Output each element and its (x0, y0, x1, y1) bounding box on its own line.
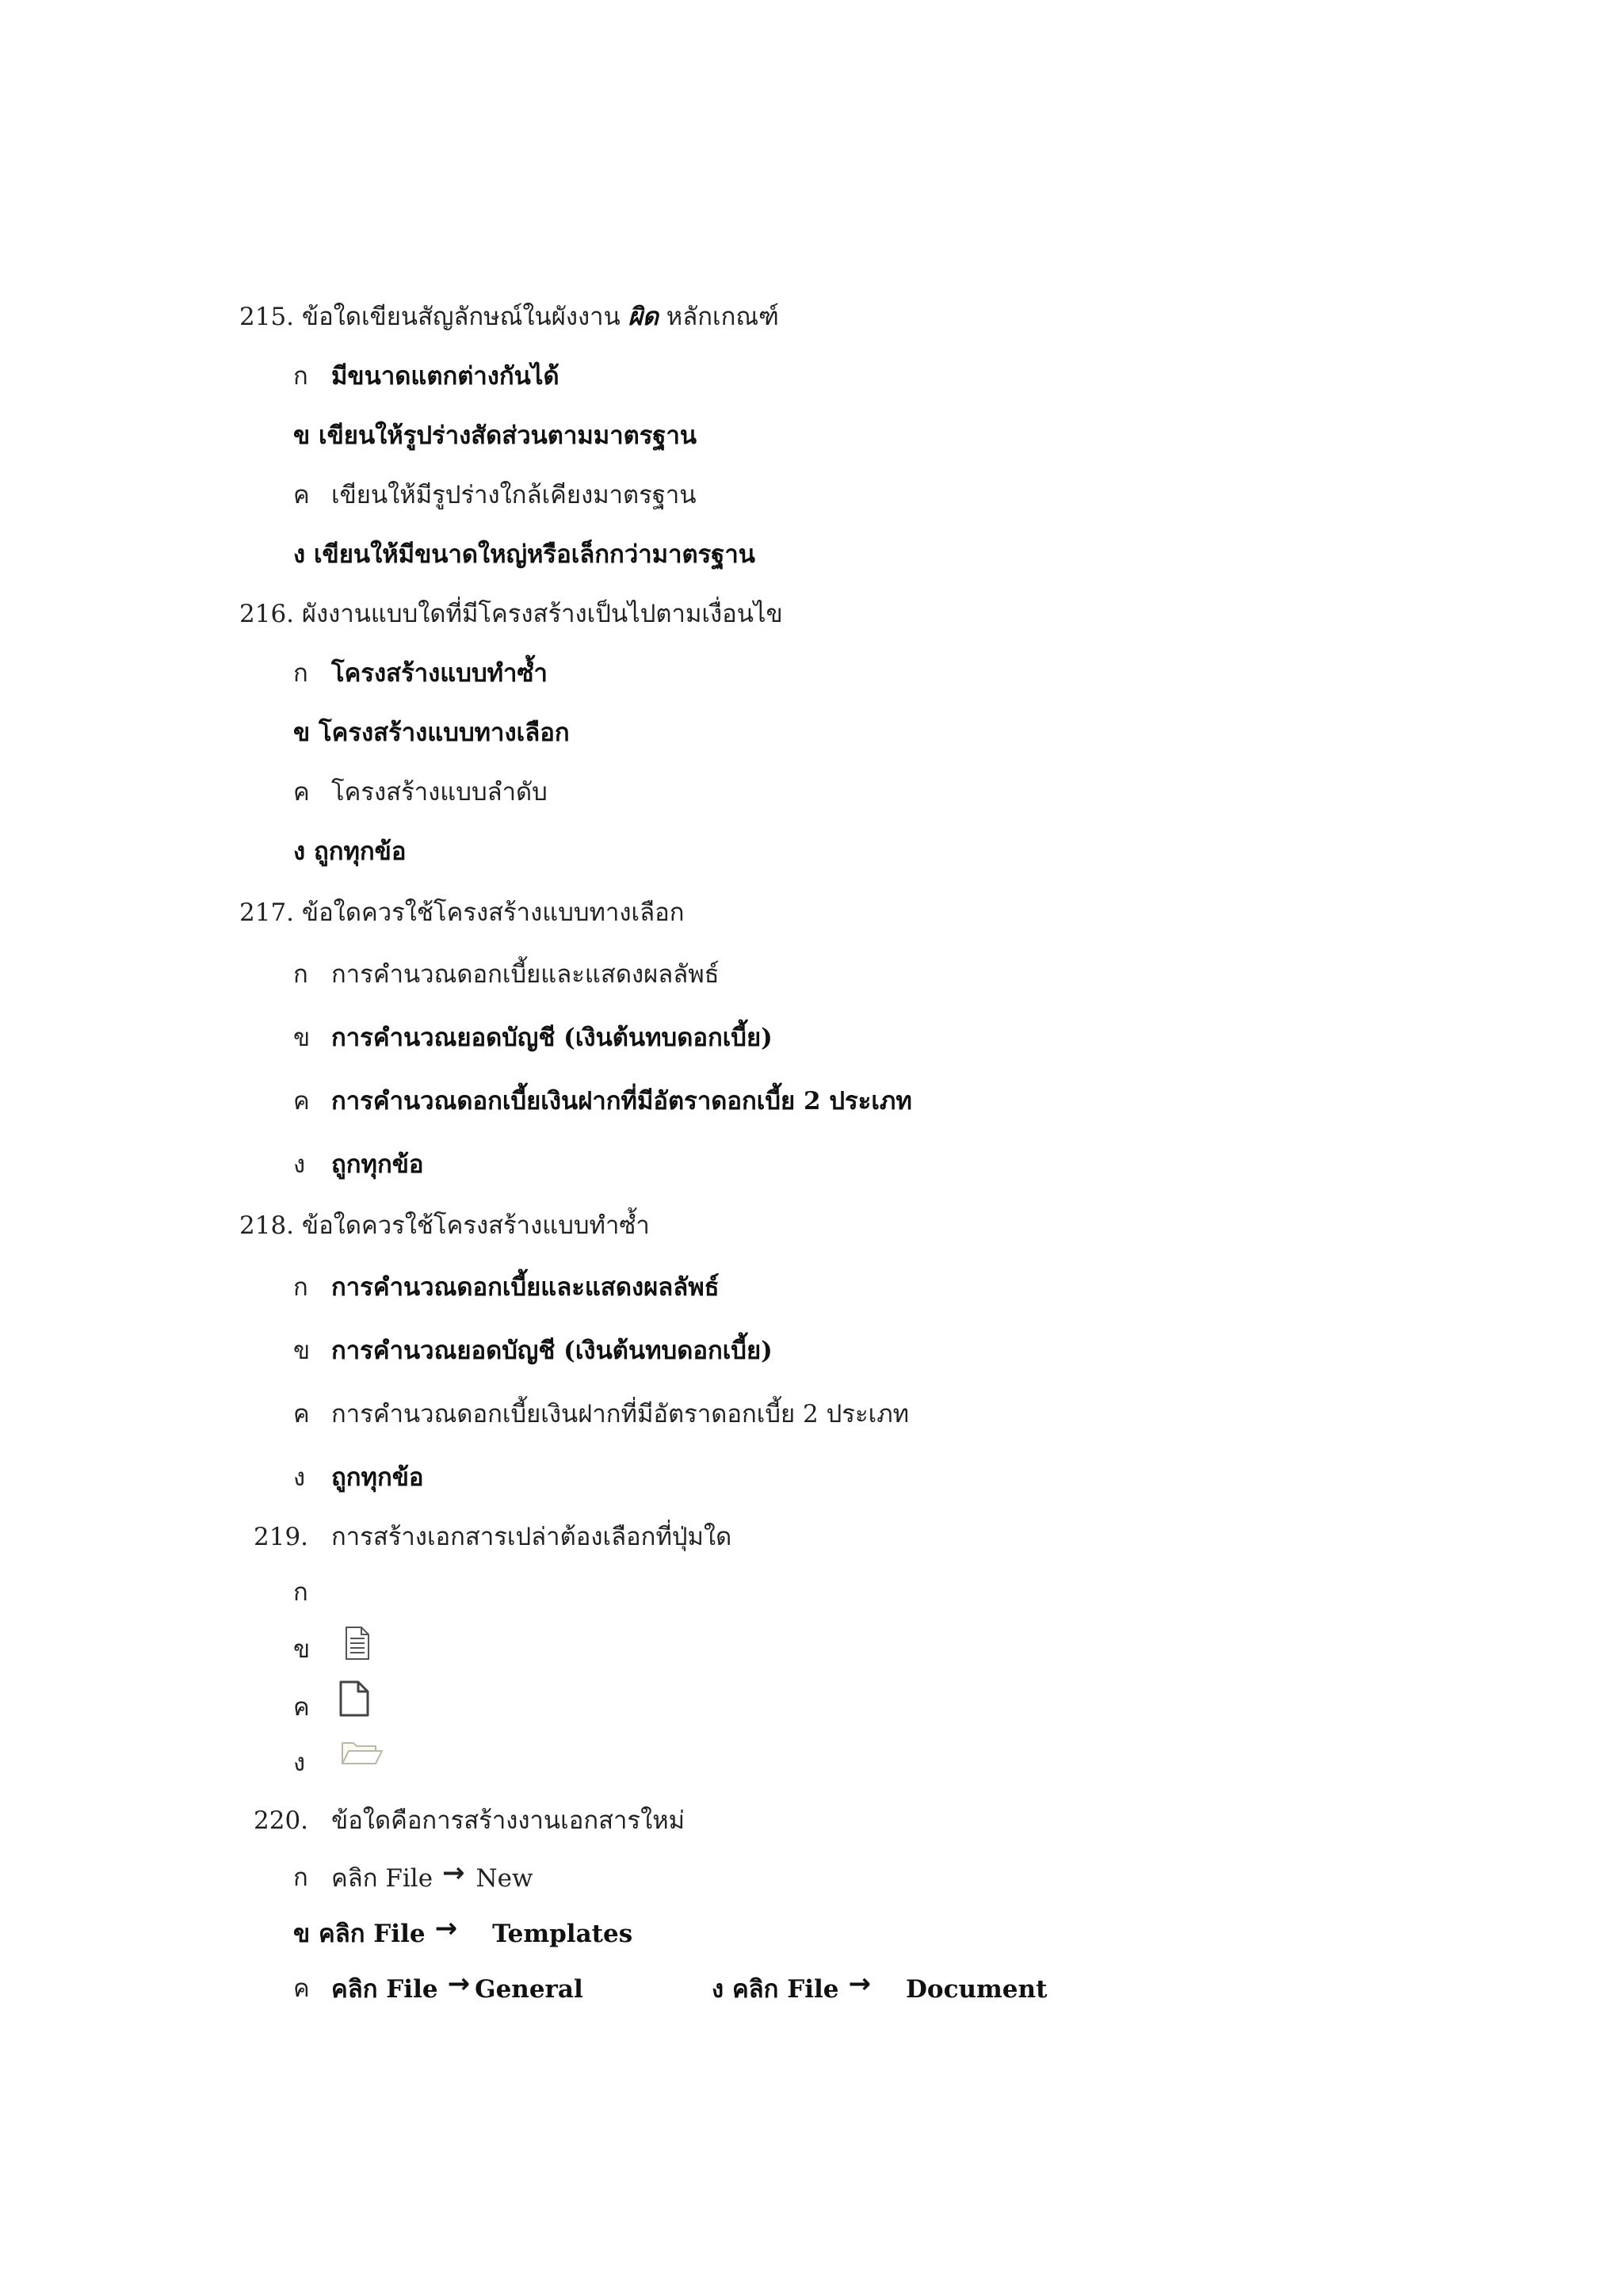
menu-target: Document (906, 1975, 1048, 2004)
question-216: 216. ผังงานแบบใดที่มีโครงสร้างเป็นไปตามเงื่อนไข (239, 600, 783, 628)
option-217-b-text: การคำนวณยอดบัญชี (เงินต้นทบดอกเบี้ย) (331, 1024, 773, 1052)
question-215 (239, 301, 779, 333)
question-220-text: ข้อใดคือการสร้างงานเอกสารใหม่ (331, 1806, 685, 1835)
arrow-right-icon: → (442, 1857, 465, 1889)
option-text: คลิก File (731, 1975, 839, 2004)
question-215-emphasis: ผิด (628, 303, 659, 331)
option-220-d (712, 1968, 1048, 2005)
menu-target: Templates (492, 1920, 633, 1948)
option-220-a-letter: ก (293, 1863, 308, 1892)
option-text: เขียนให้มีขนาดใหญ่หรือเล็กกว่ามาตรฐาน (313, 540, 755, 569)
option-text: ถูกทุกข้อ (313, 837, 407, 866)
option-220-c-letter: ค (293, 1974, 310, 2003)
option-text: คลิก File (331, 1864, 433, 1893)
option-218-a-letter: ก (293, 1273, 308, 1302)
option-215-b (293, 420, 697, 452)
option-letter: ข (293, 421, 311, 450)
question-215-prefix: 215. ข้อใดเขียนสัญลักษณ์ในผังงาน (239, 303, 621, 331)
option-letter: ง (712, 1975, 724, 2004)
option-218-c-letter: ค (293, 1400, 310, 1428)
option-letter: ก (293, 362, 308, 391)
option-217-c-letter: ค (293, 1087, 310, 1116)
option-216-b (293, 717, 570, 749)
option-text: เขียนให้รูปร่างสัดส่วนตามมาตรฐาน (319, 421, 697, 450)
option-letter: ค (293, 481, 310, 509)
arrow-right-icon: → (434, 1913, 458, 1944)
menu-target: New (475, 1864, 533, 1893)
option-218-d-text: ถูกทุกข้อ (331, 1463, 424, 1492)
question-217: 217. ข้อใดควรใช้โครงสร้างแบบทางเลือก (239, 898, 685, 927)
option-216-a-letter: ก (293, 659, 308, 688)
option-letter: ง (293, 540, 306, 569)
option-219-a-letter: ก (293, 1578, 308, 1607)
option-text: โครงสร้างแบบทางเลือก (319, 719, 570, 747)
option-letter: ข (293, 1920, 311, 1948)
option-216-c-text: โครงสร้างแบบลำดับ (331, 778, 548, 807)
option-217-a-text: การคำนวณดอกเบี้ยและแสดงผลลัพธ์ (331, 960, 720, 989)
option-text: คลิก File (319, 1920, 426, 1948)
option-217-a-letter: ก (293, 960, 308, 989)
question-219-text: การสร้างเอกสารเปล่าต้องเลือกที่ปุ่มใด (331, 1523, 732, 1551)
option-217-d-letter: ง (293, 1150, 306, 1179)
option-216-d (293, 836, 407, 868)
option-219-d-letter: ง (293, 1749, 306, 1777)
option-215-a-text: มีขนาดแตกต่างกันได้ (331, 362, 559, 391)
option-220-a (331, 1857, 533, 1894)
option-216-a-text: โครงสร้างแบบทำซ้ำ (331, 659, 548, 688)
option-215-d (293, 539, 755, 570)
option-218-d-letter: ง (293, 1463, 306, 1492)
open-folder-icon (339, 1737, 384, 1770)
question-220-number: 220. (254, 1806, 309, 1835)
option-215-c (293, 479, 310, 511)
option-215-c-text: เขียนให้มีรูปร่างใกล้เคียงมาตรฐาน (331, 481, 697, 509)
option-216-c-letter: ค (293, 778, 310, 807)
option-218-c-text: การคำนวณดอกเบี้ยเงินฝากที่มีอัตราดอกเบี้ย 2 ประเภท (331, 1400, 910, 1428)
option-215-a (293, 360, 308, 392)
option-219-c-letter: ค (293, 1693, 310, 1722)
option-219-b-letter: ข (293, 1635, 311, 1664)
option-220-c (331, 1968, 583, 2005)
option-217-d-text: ถูกทุกข้อ (331, 1150, 424, 1179)
question-215-suffix: หลักเกณฑ์ (658, 303, 779, 331)
text-document-icon (344, 1626, 371, 1661)
menu-target: General (475, 1975, 583, 2004)
option-218-b-text: การคำนวณยอดบัญชี (เงินต้นทบดอกเบี้ย) (331, 1337, 773, 1365)
option-letter: ข (293, 719, 311, 747)
option-letter: ง (293, 837, 306, 866)
arrow-right-icon: → (848, 1968, 872, 2000)
option-218-b-letter: ข (293, 1337, 311, 1365)
option-217-b-letter: ข (293, 1024, 311, 1052)
option-217-c-text: การคำนวณดอกเบี้ยเงินฝากที่มีอัตราดอกเบี้ย 2 ประเภท (331, 1087, 912, 1116)
blank-document-icon (338, 1680, 371, 1718)
arrow-right-icon: → (447, 1968, 471, 2000)
option-218-a-text: การคำนวณดอกเบี้ยและแสดงผลลัพธ์ (331, 1273, 720, 1302)
option-220-b (293, 1913, 633, 1950)
option-text: คลิก File (331, 1975, 438, 2004)
question-218: 218. ข้อใดควรใช้โครงสร้างแบบทำซ้ำ (239, 1211, 650, 1240)
question-219-number: 219. (254, 1523, 309, 1551)
